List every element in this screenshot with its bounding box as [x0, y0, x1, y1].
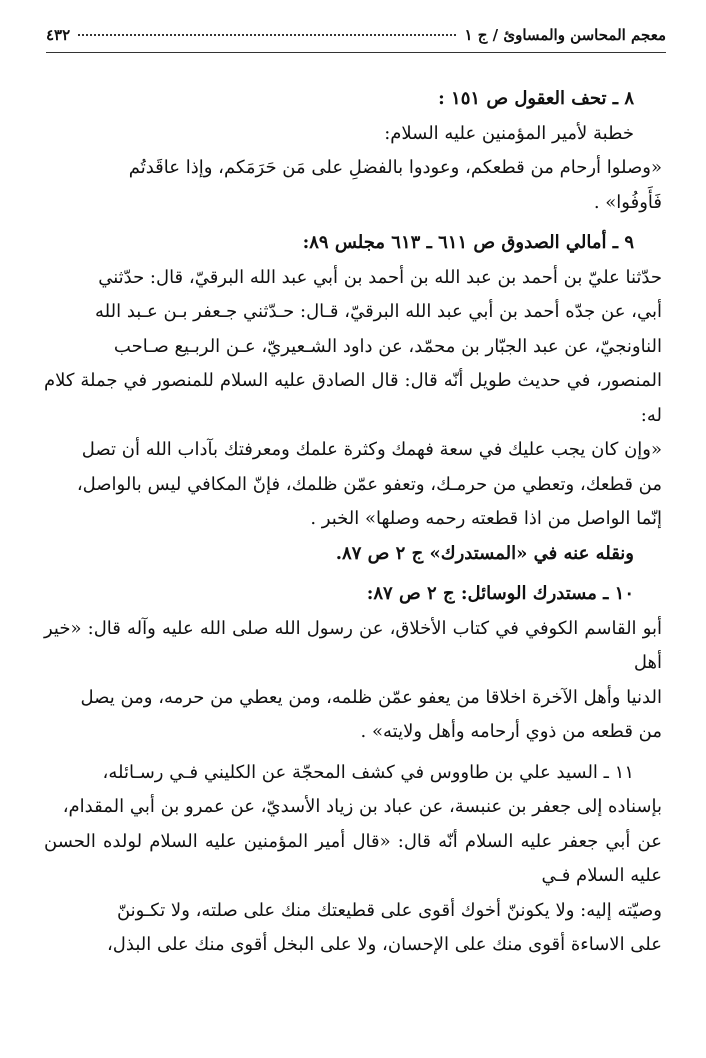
section-9-text-line: من قطعك، وتعطي من حرمـك، وتعفو عمّن ظلمك، فإنّ المكافي ليس بالواصل، [76, 473, 662, 495]
section-10-text-line: الدنيا وأهل الآخرة اخلاقا من يعفو عمّن ظلمه، ومن يعطي من حرمه، ومن يصل [80, 686, 662, 708]
section-9-text-line: «وإن كان يجب عليك في سعة فهمك وكثرة علمك ومعرفتك بآداب الله أن تصل [81, 439, 662, 460]
section-8-text-line: «وصلوا أرحام من قطعكم، وعودوا بالفضلِ على مَن حَرَمَكم، وإذا عاقَدتُم [128, 157, 662, 178]
section-9-reference-note: ونقله عنه في «المستدرك» ج ٢ ص ٨٧. [335, 542, 634, 564]
section-10-text-line: أبو القاسم الكوفي في كتاب الأخلاق، عن رسول الله صلى الله عليه وآله قال: «خير أهل [44, 617, 662, 673]
page-body [44, 82, 662, 963]
section-11-text-line: عن أبي جعفر عليه السلام أنّه قال: «قال أمير المؤمنين عليه السلام لولده الحسن عليه السلام فـي [44, 830, 662, 886]
section-10-text-line: من قطعه من ذوي أرحامه وأهل ولايته» . [360, 721, 662, 742]
section-9-text-line: حدّثنا عليّ بن أحمد بن عبد الله بن أحمد بن أبي عبد الله البرقيّ، قال: حدّثني [98, 266, 662, 288]
section-8-heading: ٨ ـ تحف العقول ص ١٥١ : [438, 88, 634, 109]
page-number: ٤٣٢ [46, 26, 71, 44]
section-9-heading: ٩ ـ أمالي الصدوق ص ٦١١ ـ ٦١٣ مجلس ٨٩: [302, 232, 634, 253]
section-8-subheading: خطبة لأمير المؤمنين عليه السلام: [384, 122, 634, 144]
section-9-text-line: إنّما الواصل من اذا قطعته رحمه وصلها» الخبر . [310, 508, 662, 529]
header-leader-dots [78, 34, 456, 36]
section-9-text-line: أبي، عن جدّه أحمد بن أبي عبد الله البرقيّ، قـال: حـدّثني جـعفر بـن عـبد الله [95, 301, 662, 322]
section-9-text-line: المنصور، في حديث طويل أنّه قال: قال الصادق عليه السلام للمنصور في جملة كلام له: [44, 370, 662, 426]
section-8-text-line: فَأَوفُوا» . [593, 191, 662, 213]
section-11-text-line: على الاساءة أقوى منك على الإحسان، ولا على البخل أقوى منك على البذل، [106, 934, 662, 955]
section-11-text-line: وصيّته إليه: ولا يكوننّ أخوك أقوى على قطيعتك منك على صلته، ولا تكـوننّ [116, 899, 662, 921]
section-11-text-line: ١١ ـ السيد علي بن طاووس في كشف المحجّة عن الكليني فـي رسـائله، [102, 761, 634, 783]
section-9-text-line: الناونجيّ، عن عبد الجبّار بن محمّد، عن داود الشـعيريّ، عـن الربـيع صـاحب [113, 335, 662, 357]
section-10-heading: ١٠ ـ مستدرك الوسائل: ج ٢ ص ٨٧: [366, 583, 634, 604]
running-title: معجم المحاسن والمساوئ / ج ١ [464, 26, 666, 44]
section-11-text-line: بإسناده إلى جعفر بن عنبسة، عن عباد بن زياد الأسديّ، عن عمرو بن أبي المقدام، [62, 796, 662, 817]
page-header [46, 18, 666, 53]
